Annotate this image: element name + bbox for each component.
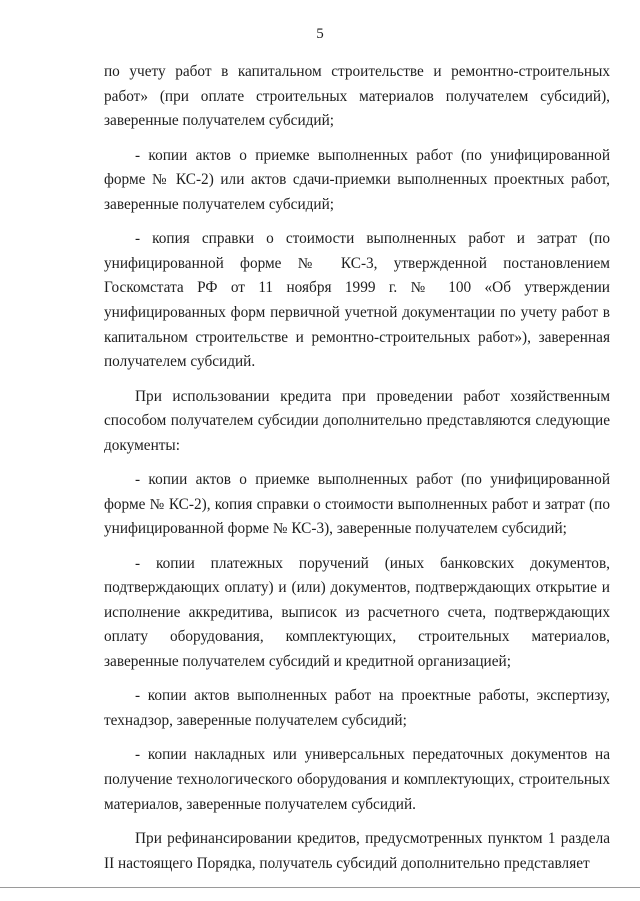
paragraph-ks3-certificate: - копия справки о стоимости выполненных работ и затрат (по унифицированной форме № КС-3, утвержденной постановлением Госкомстата РФ от 11 ноября 1999 г. № 100 «Об утверждении унифицированных форм первичной учетной документации по учету работ в капитальном строительстве и ремонтно-строительных работ»), заверенная получателем субсидий.	[104, 230, 610, 371]
paragraph-refinancing: При рефинансировании кредитов, предусмотренных пунктом 1 раздела II настоящего Порядка, получатель субсидий дополнительно представляет	[104, 830, 610, 872]
paragraph-continuation: по учету работ в капитальном строительстве и ремонтно-строительных работ» (при оплате строительных материалов получателем субсидий), заверенные получателем субсидий;	[104, 63, 610, 130]
paragraph-ks2-ks3-copies: - копии актов о приемке выполненных работ (по унифицированной форме № КС-2), копия справки о стоимости выполненных работ и затрат (по унифицированной форме № КС-3), заверенные получателем субсидий;	[104, 471, 610, 538]
paragraph-ks2-acts: - копии актов о приемке выполненных работ (по унифицированной форме № КС-2) или актов сдачи-приемки выполненных проектных работ, заверенные получателем субсидий;	[104, 146, 610, 213]
document-body	[104, 60, 610, 886]
paragraph-design-works: - копии актов выполненных работ на проектные работы, экспертизу, технадзор, заверенные получателем субсидий;	[104, 687, 610, 730]
paragraph-payment-orders: - копии платежных поручений (иных банковских документов, подтверждающих оплату) и (или) документов, подтверждающих открытие и исполнение аккредитива, выписок из расчетного счета, подтверждающих оплату оборудования, комплектующих, строительных материалов, заверенные получателем субсидий и кредитной организацией;	[104, 554, 610, 671]
bottom-scan-edge	[0, 887, 640, 888]
page-number: 5	[316, 26, 324, 42]
paragraph-invoices: - копии накладных или универсальных передаточных документов на получение технологического оборудования и комплектующих, строительных материалов, заверенные получателем субсидий.	[104, 746, 610, 813]
paragraph-credit-intro: При использовании кредита при проведении работ хозяйственным способом получателем субсидии дополнительно представляются следующие документы:	[104, 387, 610, 454]
